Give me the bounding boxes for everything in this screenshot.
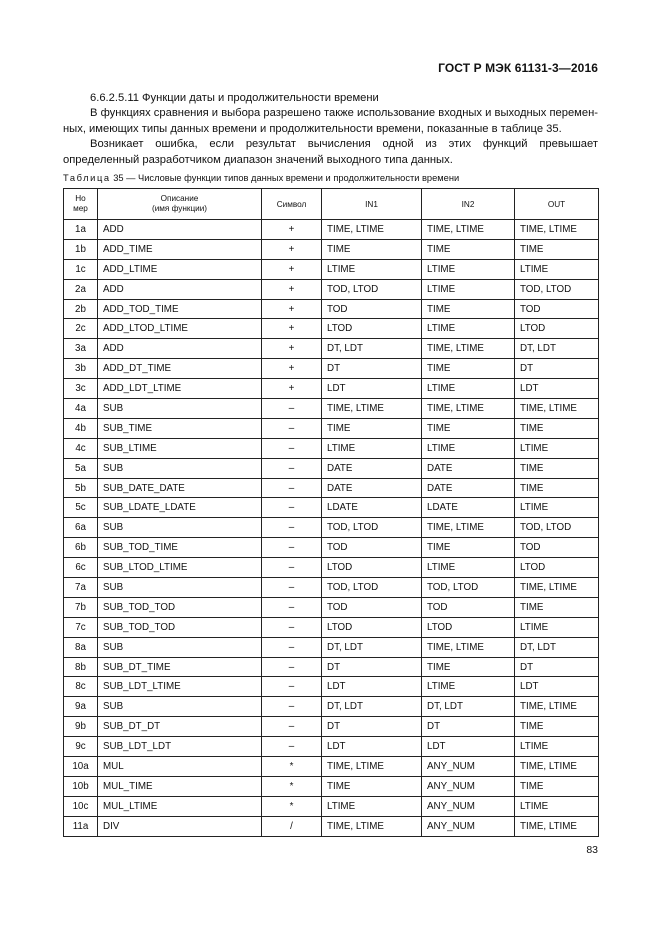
col-header-number	[64, 189, 98, 220]
cell-number: 1a	[64, 220, 98, 240]
cell-in2: DATE	[422, 458, 515, 478]
cell-number: 5c	[64, 498, 98, 518]
cell-in2: TIME, LTIME	[422, 637, 515, 657]
cell-number: 8c	[64, 677, 98, 697]
cell-function-name: SUB_TOD_TIME	[98, 538, 262, 558]
table-row	[64, 816, 599, 836]
cell-number: 6b	[64, 538, 98, 558]
cell-function-name: ADD_TOD_TIME	[98, 299, 262, 319]
cell-in2: LTIME	[422, 259, 515, 279]
cell-in1: TIME, LTIME	[322, 816, 422, 836]
col-header-description-line2: (имя функции)	[151, 204, 208, 213]
cell-in2: LDATE	[422, 498, 515, 518]
cell-in2: LTIME	[422, 438, 515, 458]
table-row	[64, 498, 599, 518]
cell-in1: LTIME	[322, 438, 422, 458]
cell-in1: LTIME	[322, 259, 422, 279]
table-row	[64, 319, 599, 339]
cell-in2: LTIME	[422, 319, 515, 339]
cell-out: LTIME	[515, 259, 599, 279]
table-caption	[63, 173, 459, 183]
cell-in1: LTOD	[322, 617, 422, 637]
col-header-number-line1: Но	[75, 193, 86, 203]
table-row	[64, 418, 599, 438]
cell-symbol: *	[262, 796, 322, 816]
cell-in1: LDT	[322, 737, 422, 757]
cell-in1: DT, LDT	[322, 637, 422, 657]
cell-in1: TOD, LTOD	[322, 518, 422, 538]
cell-number: 9b	[64, 717, 98, 737]
table-row	[64, 379, 599, 399]
cell-in1: DT, LDT	[322, 339, 422, 359]
cell-function-name: MUL_LTIME	[98, 796, 262, 816]
cell-in2: TIME, LTIME	[422, 518, 515, 538]
cell-number: 11a	[64, 816, 98, 836]
cell-out: TIME, LTIME	[515, 220, 599, 240]
cell-out: TOD	[515, 538, 599, 558]
col-header-number-line2: мер	[73, 204, 88, 213]
cell-symbol: –	[262, 578, 322, 598]
table-row	[64, 279, 599, 299]
cell-out: DT	[515, 359, 599, 379]
cell-in1: TOD, LTOD	[322, 279, 422, 299]
table-row	[64, 438, 599, 458]
cell-function-name: SUB_DATE_DATE	[98, 478, 262, 498]
cell-in2: TIME	[422, 299, 515, 319]
cell-in1: DATE	[322, 478, 422, 498]
cell-out: TIME	[515, 478, 599, 498]
col-header-description-line1: Описание	[160, 193, 199, 203]
cell-function-name: SUB_TOD_TOD	[98, 597, 262, 617]
cell-out: LDT	[515, 379, 599, 399]
cell-out: TOD, LTOD	[515, 518, 599, 538]
table-row	[64, 776, 599, 796]
cell-symbol: *	[262, 757, 322, 777]
cell-function-name: ADD_LTIME	[98, 259, 262, 279]
cell-symbol: –	[262, 399, 322, 419]
cell-number: 9a	[64, 697, 98, 717]
cell-number: 9c	[64, 737, 98, 757]
cell-function-name: SUB_TIME	[98, 418, 262, 438]
cell-number: 10a	[64, 757, 98, 777]
cell-function-name: SUB_LTIME	[98, 438, 262, 458]
col-header-in1: IN1	[322, 189, 422, 220]
cell-in2: TIME	[422, 538, 515, 558]
cell-in1: TIME	[322, 239, 422, 259]
cell-symbol: +	[262, 239, 322, 259]
table-row	[64, 677, 599, 697]
table-caption-prefix: Таблица	[63, 173, 111, 183]
cell-in1: TIME	[322, 776, 422, 796]
cell-in1: DT	[322, 717, 422, 737]
table-row	[64, 518, 599, 538]
cell-number: 5b	[64, 478, 98, 498]
cell-in2: LTIME	[422, 558, 515, 578]
table-row	[64, 538, 599, 558]
cell-out: TIME, LTIME	[515, 697, 599, 717]
cell-out: TIME, LTIME	[515, 816, 599, 836]
table-row	[64, 399, 599, 419]
cell-function-name: ADD	[98, 220, 262, 240]
cell-in2: LTIME	[422, 279, 515, 299]
cell-in1: TOD	[322, 538, 422, 558]
cell-function-name: DIV	[98, 816, 262, 836]
table-caption-text: 35 — Числовые функции типов данных времени и продолжительности времени	[110, 173, 460, 183]
cell-out: TIME, LTIME	[515, 578, 599, 598]
cell-out: LTIME	[515, 617, 599, 637]
cell-symbol: +	[262, 379, 322, 399]
cell-symbol: –	[262, 558, 322, 578]
cell-number: 3c	[64, 379, 98, 399]
col-header-in2: IN2	[422, 189, 515, 220]
table-row	[64, 597, 599, 617]
cell-in2: TOD, LTOD	[422, 578, 515, 598]
cell-symbol: –	[262, 677, 322, 697]
cell-in2: ANY_NUM	[422, 757, 515, 777]
intro-section	[63, 91, 598, 168]
cell-out: TIME	[515, 597, 599, 617]
cell-number: 6c	[64, 558, 98, 578]
cell-function-name: ADD_LTOD_LTIME	[98, 319, 262, 339]
cell-out: DT	[515, 657, 599, 677]
cell-number: 4b	[64, 418, 98, 438]
cell-function-name: SUB	[98, 637, 262, 657]
cell-function-name: SUB_DT_TIME	[98, 657, 262, 677]
col-header-out: OUT	[515, 189, 599, 220]
intro-paragraph-2: Возникает ошибка, если результат вычисления одной из этих функций превышает определенный разработчиком диапазон значений выходного типа данных.	[63, 138, 598, 166]
table-row	[64, 796, 599, 816]
cell-function-name: SUB_DT_DT	[98, 717, 262, 737]
cell-out: TIME	[515, 717, 599, 737]
cell-in1: LTIME	[322, 796, 422, 816]
cell-in2: TIME, LTIME	[422, 399, 515, 419]
cell-in2: ANY_NUM	[422, 796, 515, 816]
cell-function-name: SUB	[98, 578, 262, 598]
cell-in2: ANY_NUM	[422, 776, 515, 796]
table-row	[64, 299, 599, 319]
cell-out: TIME	[515, 458, 599, 478]
cell-in1: TIME, LTIME	[322, 757, 422, 777]
cell-function-name: SUB_LTOD_LTIME	[98, 558, 262, 578]
cell-symbol: –	[262, 617, 322, 637]
cell-function-name: MUL_TIME	[98, 776, 262, 796]
cell-out: LTIME	[515, 737, 599, 757]
cell-out: TIME, LTIME	[515, 757, 599, 777]
cell-out: TIME	[515, 239, 599, 259]
cell-in2: DT, LDT	[422, 697, 515, 717]
cell-number: 7c	[64, 617, 98, 637]
cell-symbol: –	[262, 518, 322, 538]
cell-symbol: +	[262, 299, 322, 319]
cell-in2: LTIME	[422, 379, 515, 399]
table-row	[64, 737, 599, 757]
cell-out: DT, LDT	[515, 637, 599, 657]
cell-in1: LTOD	[322, 319, 422, 339]
cell-out: LTOD	[515, 558, 599, 578]
document-header: ГОСТ Р МЭК 61131-3—2016	[438, 61, 598, 75]
page-number: 83	[586, 844, 598, 856]
cell-in1: TOD	[322, 299, 422, 319]
cell-in2: TIME, LTIME	[422, 339, 515, 359]
cell-symbol: +	[262, 259, 322, 279]
cell-in1: TIME	[322, 418, 422, 438]
cell-symbol: /	[262, 816, 322, 836]
col-header-description	[98, 189, 262, 220]
cell-function-name: SUB_LDATE_LDATE	[98, 498, 262, 518]
cell-number: 4a	[64, 399, 98, 419]
cell-in2: TIME	[422, 657, 515, 677]
cell-in2: TIME, LTIME	[422, 220, 515, 240]
table-row	[64, 259, 599, 279]
cell-symbol: –	[262, 438, 322, 458]
cell-function-name: SUB	[98, 458, 262, 478]
table-row	[64, 220, 599, 240]
cell-out: TIME	[515, 418, 599, 438]
cell-in2: LTIME	[422, 677, 515, 697]
cell-in2: TOD	[422, 597, 515, 617]
cell-symbol: –	[262, 538, 322, 558]
cell-function-name: SUB_LDT_LDT	[98, 737, 262, 757]
cell-symbol: +	[262, 359, 322, 379]
col-header-symbol: Символ	[262, 189, 322, 220]
cell-symbol: –	[262, 597, 322, 617]
cell-in1: LDATE	[322, 498, 422, 518]
cell-function-name: ADD_DT_TIME	[98, 359, 262, 379]
cell-in2: LDT	[422, 737, 515, 757]
table-row	[64, 617, 599, 637]
cell-out: TOD, LTOD	[515, 279, 599, 299]
cell-number: 4c	[64, 438, 98, 458]
cell-number: 10c	[64, 796, 98, 816]
table-row	[64, 657, 599, 677]
cell-symbol: –	[262, 737, 322, 757]
cell-in1: DT	[322, 657, 422, 677]
cell-number: 1b	[64, 239, 98, 259]
cell-in1: LDT	[322, 677, 422, 697]
cell-symbol: +	[262, 220, 322, 240]
cell-symbol: –	[262, 458, 322, 478]
table-row	[64, 558, 599, 578]
cell-function-name: ADD	[98, 339, 262, 359]
cell-number: 7b	[64, 597, 98, 617]
cell-symbol: –	[262, 657, 322, 677]
cell-number: 2c	[64, 319, 98, 339]
cell-function-name: ADD_TIME	[98, 239, 262, 259]
cell-in2: TIME	[422, 239, 515, 259]
table-row	[64, 359, 599, 379]
cell-out: TIME	[515, 776, 599, 796]
cell-number: 3a	[64, 339, 98, 359]
cell-in2: DT	[422, 717, 515, 737]
cell-in1: LTOD	[322, 558, 422, 578]
cell-function-name: SUB_LDT_LTIME	[98, 677, 262, 697]
table-row	[64, 478, 599, 498]
cell-symbol: –	[262, 418, 322, 438]
cell-function-name: SUB	[98, 399, 262, 419]
cell-symbol: –	[262, 697, 322, 717]
cell-in1: TIME, LTIME	[322, 220, 422, 240]
cell-in2: TIME	[422, 359, 515, 379]
table-row	[64, 637, 599, 657]
table-row	[64, 458, 599, 478]
cell-number: 1c	[64, 259, 98, 279]
cell-symbol: +	[262, 319, 322, 339]
cell-number: 2a	[64, 279, 98, 299]
cell-number: 8a	[64, 637, 98, 657]
cell-in1: LDT	[322, 379, 422, 399]
cell-out: LTIME	[515, 796, 599, 816]
cell-in2: LTOD	[422, 617, 515, 637]
functions-table	[63, 188, 599, 837]
table-row	[64, 697, 599, 717]
table-body	[64, 220, 599, 837]
cell-function-name: SUB_TOD_TOD	[98, 617, 262, 637]
cell-number: 8b	[64, 657, 98, 677]
table-row	[64, 339, 599, 359]
cell-out: LTOD	[515, 319, 599, 339]
cell-number: 10b	[64, 776, 98, 796]
cell-in1: DT	[322, 359, 422, 379]
table-row	[64, 717, 599, 737]
cell-in2: TIME	[422, 418, 515, 438]
cell-symbol: –	[262, 498, 322, 518]
cell-symbol: –	[262, 478, 322, 498]
cell-out: LTIME	[515, 438, 599, 458]
table-row	[64, 239, 599, 259]
cell-number: 2b	[64, 299, 98, 319]
table-row	[64, 757, 599, 777]
cell-function-name: ADD_LDT_LTIME	[98, 379, 262, 399]
cell-function-name: SUB	[98, 518, 262, 538]
cell-in1: TOD, LTOD	[322, 578, 422, 598]
cell-in2: ANY_NUM	[422, 816, 515, 836]
cell-in1: DT, LDT	[322, 697, 422, 717]
cell-number: 5a	[64, 458, 98, 478]
cell-function-name: SUB	[98, 697, 262, 717]
table-header-row	[64, 189, 599, 220]
intro-paragraph-1: В функциях сравнения и выбора разрешено также использование входных и выходных переменных, имеющих типы данных времени и продолжительности времени, показанные в таблице 35.	[63, 107, 598, 135]
cell-in1: TIME, LTIME	[322, 399, 422, 419]
cell-number: 6a	[64, 518, 98, 538]
cell-out: DT, LDT	[515, 339, 599, 359]
cell-in1: DATE	[322, 458, 422, 478]
section-heading: 6.6.2.5.11 Функции даты и продолжительности времени	[90, 92, 379, 104]
cell-symbol: +	[262, 339, 322, 359]
table-header	[64, 189, 599, 220]
cell-symbol: +	[262, 279, 322, 299]
cell-symbol: –	[262, 717, 322, 737]
cell-out: LDT	[515, 677, 599, 697]
cell-function-name: MUL	[98, 757, 262, 777]
cell-out: TIME, LTIME	[515, 399, 599, 419]
cell-number: 7a	[64, 578, 98, 598]
cell-symbol: *	[262, 776, 322, 796]
cell-symbol: –	[262, 637, 322, 657]
cell-number: 3b	[64, 359, 98, 379]
cell-out: TOD	[515, 299, 599, 319]
cell-out: LTIME	[515, 498, 599, 518]
cell-in1: TOD	[322, 597, 422, 617]
table-row	[64, 578, 599, 598]
cell-function-name: ADD	[98, 279, 262, 299]
cell-in2: DATE	[422, 478, 515, 498]
